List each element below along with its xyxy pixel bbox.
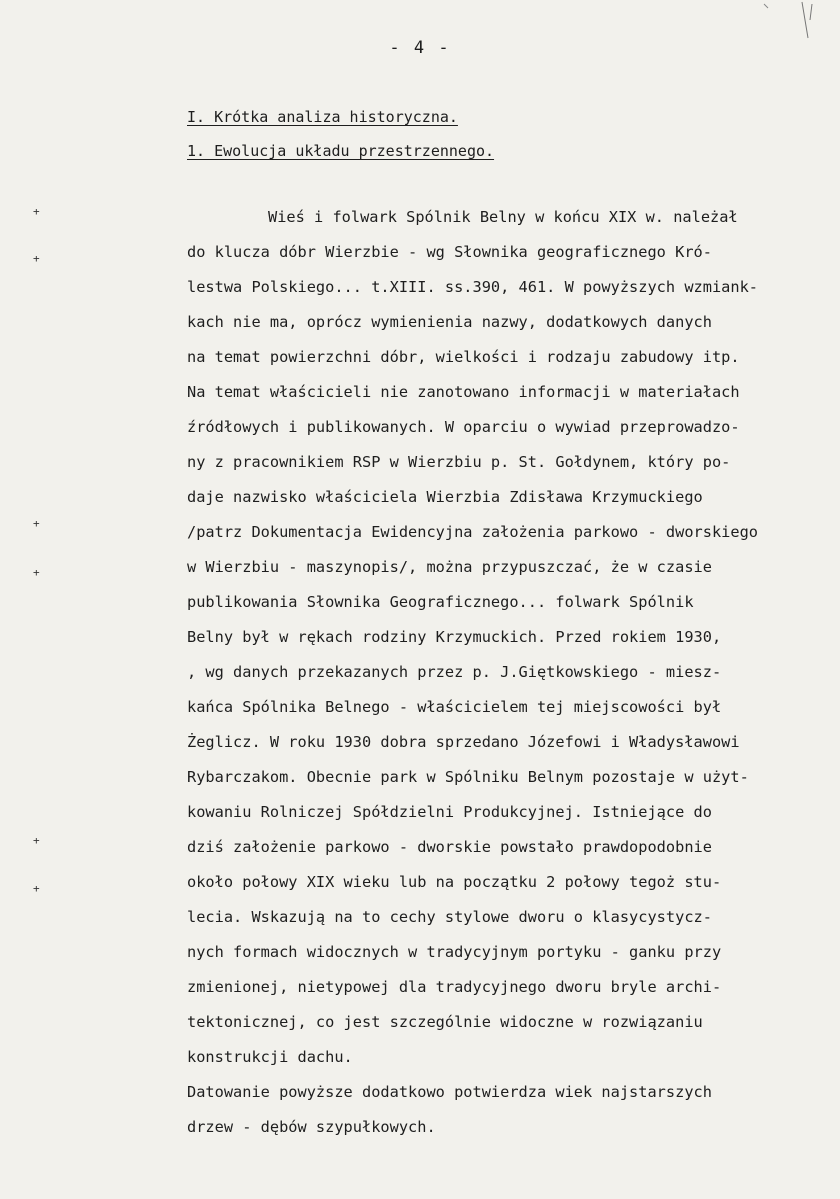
text-line: na temat powierzchni dóbr, wielkości i rodzaju zabudowy itp. xyxy=(187,348,740,366)
margin-mark: + xyxy=(33,517,40,530)
text-line: Żeglicz. W roku 1930 dobra sprzedano Józefowi i Władysławowi xyxy=(187,733,740,751)
text-line: Wieś i folwark Spólnik Belny w końcu XIX w. należał xyxy=(268,208,738,226)
margin-mark: + xyxy=(33,834,40,847)
text-line: kańca Spólnika Belnego - właścicielem tej miejscowości był xyxy=(187,698,722,716)
text-line: ny z pracownikiem RSP w Wierzbiu p. St. Gołdynem, który po- xyxy=(187,453,731,471)
text-line: tektonicznej, co jest szczególnie widoczne w rozwiązaniu xyxy=(187,1013,703,1031)
text-line: daje nazwisko właściciela Wierzbia Zdisława Krzymuckiego xyxy=(187,488,703,506)
text-line: nych formach widocznych w tradycyjnym portyku - ganku przy xyxy=(187,943,722,961)
text-line: konstrukcji dachu. xyxy=(187,1048,353,1066)
text-line: kowaniu Rolniczej Spółdzielni Produkcyjnej. Istniejące do xyxy=(187,803,712,821)
subsection-heading: 1. Ewolucja układu przestrzennego. xyxy=(187,142,495,160)
text-line: drzew - dębów szypułkowych. xyxy=(187,1118,436,1136)
text-line: źródłowych i publikowanych. W oparciu o wywiad przeprowadzo- xyxy=(187,418,740,436)
text-line: lestwa Polskiego... t.XIII. ss.390, 461. W powyższych wzmiank- xyxy=(187,278,758,296)
text-line: około połowy XIX wieku lub na początku 2 połowy tegoż stu- xyxy=(187,873,722,891)
text-line: Rybarczakom. Obecnie park w Spólniku Belnym pozostaje w użyt- xyxy=(187,768,749,786)
text-line: publikowania Słownika Geograficznego... folwark Spólnik xyxy=(187,593,694,611)
text-line: /patrz Dokumentacja Ewidencyjna założenia parkowo - dworskiego xyxy=(187,523,758,541)
margin-mark: + xyxy=(33,566,40,579)
section-heading: I. Krótka analiza historyczna. xyxy=(187,108,458,126)
text-line: lecia. Wskazują na to cechy stylowe dworu o klasycystycz- xyxy=(187,908,712,926)
text-line: Datowanie powyższe dodatkowo potwierdza wiek najstarszych xyxy=(187,1083,712,1101)
text-line: dziś założenie parkowo - dworskie powstało prawdopodobnie xyxy=(187,838,712,856)
margin-mark: + xyxy=(33,882,40,895)
text-line: Na temat właścicieli nie zanotowano informacji w materiałach xyxy=(187,383,740,401)
text-line: Belny był w rękach rodziny Krzymuckich. Przed rokiem 1930, xyxy=(187,628,722,646)
margin-mark: + xyxy=(33,205,40,218)
text-line: , wg danych przekazanych przez p. J.Giętkowskiego - miesz- xyxy=(187,663,722,681)
text-line: zmienionej, nietypowej dla tradycyjnego dworu bryle archi- xyxy=(187,978,722,996)
text-line: w Wierzbiu - maszynopis/, można przypuszczać, że w czasie xyxy=(187,558,712,576)
text-line: kach nie ma, oprócz wymienienia nazwy, dodatkowych danych xyxy=(187,313,712,331)
page-number: - 4 - xyxy=(389,38,451,58)
text-line: do klucza dóbr Wierzbie - wg Słownika geograficznego Kró- xyxy=(187,243,712,261)
margin-mark: + xyxy=(33,252,40,265)
